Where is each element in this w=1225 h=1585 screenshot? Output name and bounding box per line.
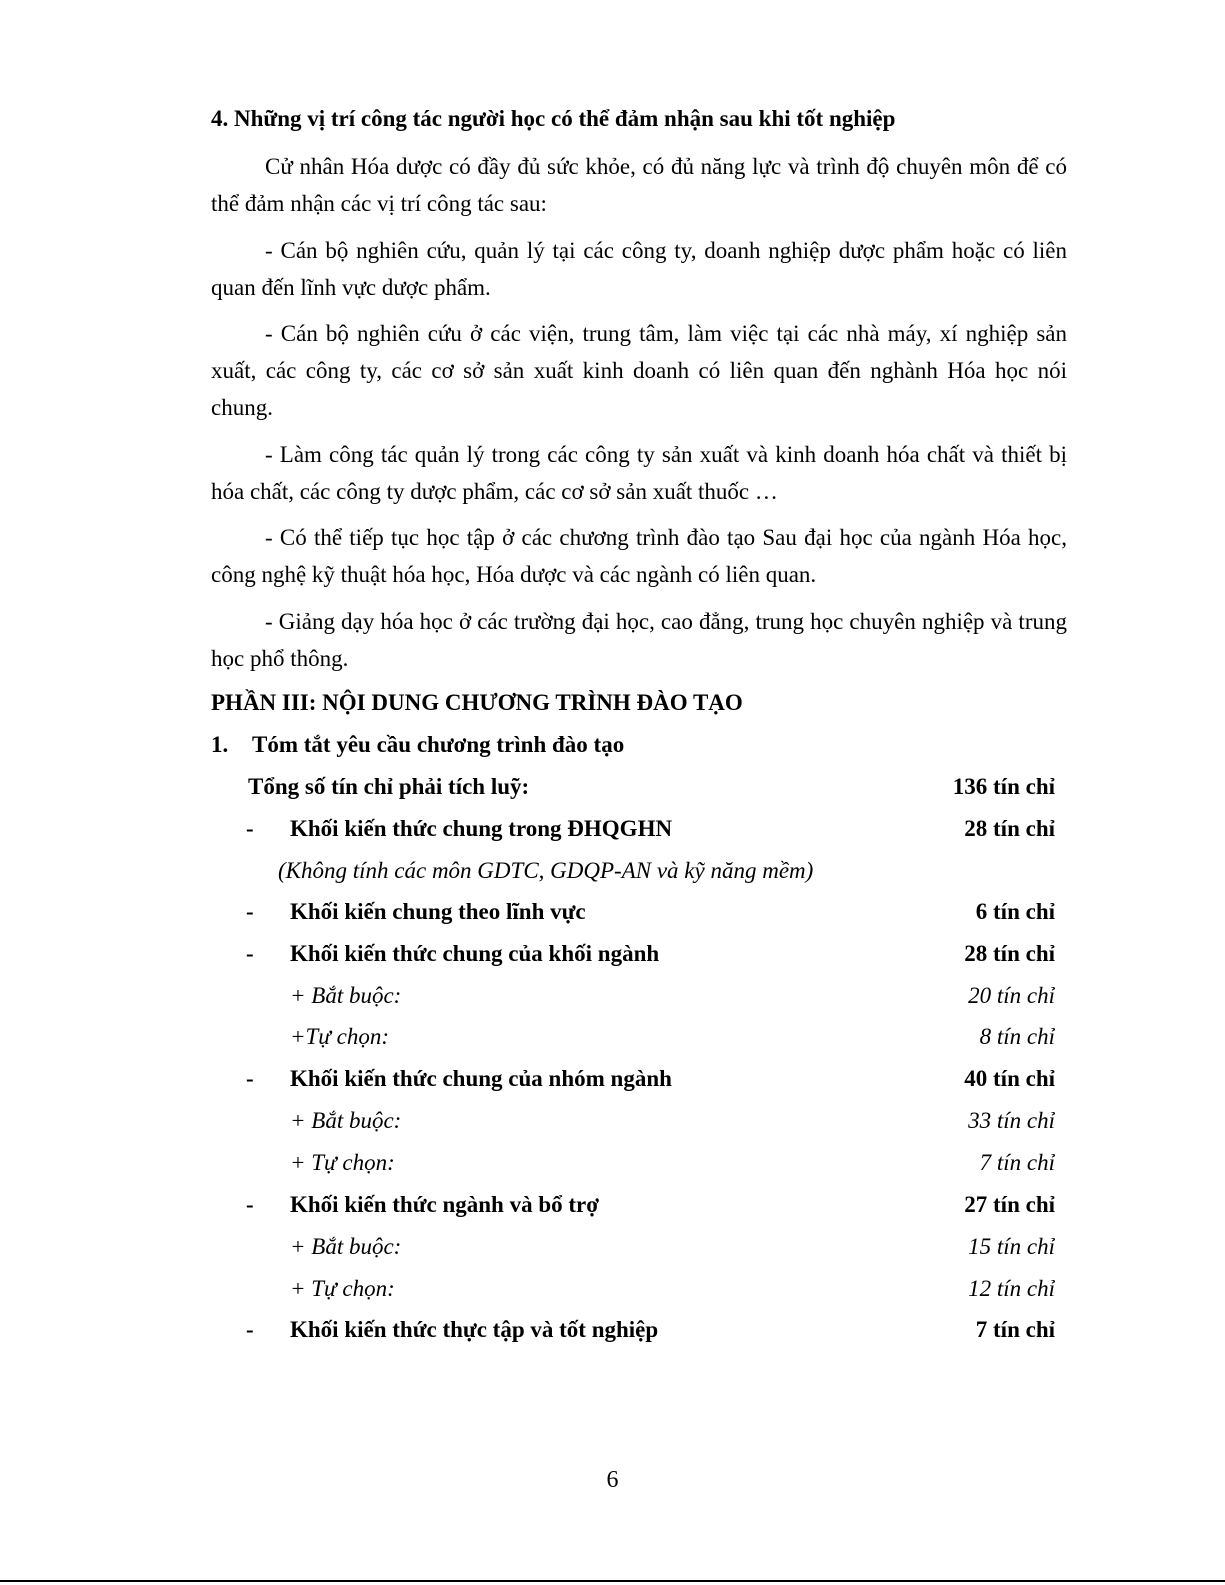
part-3-heading: PHẦN III: NỘI DUNG CHƯƠNG TRÌNH ĐÀO TẠO [211,690,743,715]
credit-sublabel: + Bắt buộc: [290,1108,402,1133]
credit-total-label: Tổng số tín chỉ phải tích luỹ: [248,774,530,799]
credit-subrow [0,1108,1225,1138]
credit-subvalue: 8 tín chỉ [979,1024,1055,1049]
credit-subrow [0,1234,1225,1264]
list-dash: - [246,899,254,924]
list-dash: - [246,1317,254,1342]
credit-row-group [0,1066,1225,1096]
credit-label: Khối kiến chung theo lĩnh vực [290,899,586,924]
career-item-4: - Có thể tiếp tục học tập ở các chương trình đào tạo Sau đại học của ngành Hóa học, công nghệ kỹ thuật hóa học, Hóa dược và các ngành có liên quan. [211,525,1067,587]
credit-row-total [0,774,1225,804]
list-dash: - [246,941,254,966]
list-dash: - [246,816,254,841]
credit-subvalue: 15 tín chỉ [968,1234,1055,1259]
credit-subvalue: 20 tín chỉ [968,983,1055,1008]
credit-subrow [0,1276,1225,1306]
credit-value: 28 tín chỉ [964,941,1055,966]
credit-label: Khối kiến thức ngành và bổ trợ [290,1192,599,1217]
credit-subvalue: 12 tín chỉ [968,1276,1055,1301]
credit-value: 6 tín chỉ [975,899,1055,924]
credit-total-value: 136 tín chỉ [952,774,1055,799]
career-item-2: - Cán bộ nghiên cứu ở các viện, trung tâm, làm việc tại các nhà máy, xí nghiệp sản xuất, các công ty, các cơ sở sản xuất kinh doanh có liên quan đến nghành Hóa học nói chung. [211,321,1067,420]
section-4-heading: 4. Những vị trí công tác người học có thể đảm nhận sau khi tốt nghiệp [211,106,896,131]
page-bottom-edge [0,1580,1225,1582]
credit-sublabel: + Bắt buộc: [290,983,402,1008]
credit-row-field [0,899,1225,929]
credit-sublabel: + Bắt buộc: [290,1234,402,1259]
credit-label: Khối kiến thức chung của khối ngành [290,941,660,966]
subsection-heading: Tóm tắt yêu cầu chương trình đào tạo [252,732,625,757]
credit-sublabel: + Tự chọn: [290,1276,395,1301]
credit-row-sector [0,941,1225,971]
page-number: 6 [606,1467,619,1493]
career-item-1: - Cán bộ nghiên cứu, quản lý tại các công ty, doanh nghiệp dược phẩm hoặc có liên quan đến lĩnh vực dược phẩm. [211,238,1067,300]
credit-sublabel: + Tự chọn: [290,1150,395,1175]
credit-value: 27 tín chỉ [964,1192,1055,1217]
subsection-number: 1. [211,732,229,757]
credit-value: 7 tín chỉ [975,1317,1055,1342]
credit-subrow [0,1024,1225,1054]
credit-label: Khối kiến thức thực tập và tốt nghiệp [290,1317,659,1342]
credit-subvalue: 7 tín chỉ [979,1150,1055,1175]
credit-label: Khối kiến thức chung trong ĐHQGHN [290,816,673,841]
credit-subrow [0,983,1225,1013]
credit-subvalue: 33 tín chỉ [968,1108,1055,1133]
credit-subrow [0,1150,1225,1180]
credit-row-internship [0,1317,1225,1347]
career-item-5: - Giảng dạy hóa học ở các trường đại học, cao đẳng, trung học chuyên nghiệp và trung học phổ thông. [211,609,1067,671]
credit-row-general [0,816,1225,846]
section-4-intro: Cử nhân Hóa dược có đầy đủ sức khỏe, có đủ năng lực và trình độ chuyên môn để có thể đảm nhận các vị trí công tác sau: [211,154,1067,216]
list-dash: - [246,1066,254,1091]
credit-sublabel: +Tự chọn: [290,1024,389,1049]
list-dash: - [246,1192,254,1217]
credit-row-major [0,1192,1225,1222]
credit-label: Khối kiến thức chung của nhóm ngành [290,1066,672,1091]
career-item-3: - Làm công tác quản lý trong các công ty sản xuất và kinh doanh hóa chất và thiết bị hóa chất, các công ty dược phẩm, các cơ sở sản xuất thuốc … [211,442,1067,504]
credit-value: 28 tín chỉ [964,816,1055,841]
credit-value: 40 tín chỉ [964,1066,1055,1091]
credit-note: (Không tính các môn GDTC, GDQP-AN và kỹ năng mềm) [278,858,814,883]
